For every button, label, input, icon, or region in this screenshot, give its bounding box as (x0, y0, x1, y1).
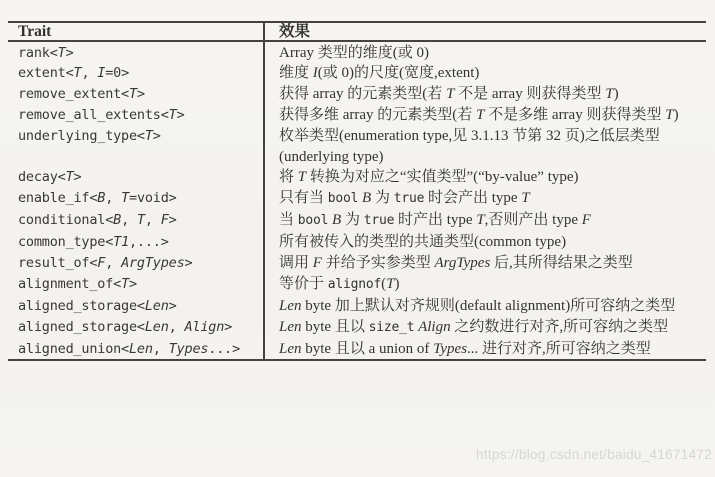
table-row (8, 232, 706, 253)
effect-cell: 只有当 bool B 为 true 时会产出 type T (279, 190, 530, 207)
effect-cell: 枚举类型(enumeration type,见 3.1.13 节第 32 页)之低层类型(underlying type) (279, 128, 660, 165)
trait-cell: common_type<T1,...> (8, 232, 264, 253)
table-row (8, 253, 706, 274)
trait-cell: conditional<B, T, F> (8, 210, 264, 232)
trait-cell: remove_extent<T> (8, 84, 264, 105)
table-row (8, 273, 706, 295)
trait-cell: decay<T> (8, 167, 264, 188)
table-row (8, 41, 706, 63)
column-header-trait: Trait (8, 22, 264, 41)
table-row (8, 295, 706, 316)
trait-cell: aligned_storage<Len> (8, 295, 264, 316)
watermark-url: https://blog.csdn.net/baidu_41671472 (476, 447, 712, 462)
effect-cell: Len byte 加上默认对齐规则(default alignment)所可容纳之类型 (279, 297, 676, 314)
trait-cell: extent<T, I=0> (8, 63, 264, 84)
trait-cell: aligned_union<Len, Types...> (8, 338, 264, 360)
column-header-effect: 效果 (264, 22, 706, 41)
trait-cell: underlying_type<T> (8, 126, 264, 167)
table-row (8, 210, 706, 232)
table-row (8, 316, 706, 338)
effect-cell: 将 T 转换为对应之“实值类型”(“by-value” type) (279, 169, 579, 186)
type-traits-table (8, 21, 706, 361)
effect-cell: 调用 F 并给予实参类型 ArgTypes 后,其所得结果之类型 (279, 255, 633, 272)
effect-cell: Len byte 且以 size_t Align 之约数进行对齐,所可容纳之类型 (279, 318, 669, 335)
effect-cell: Array 类型的维度(或 0) (279, 44, 429, 61)
effect-cell: 等价于 alignof(T) (279, 275, 400, 292)
table-body (8, 41, 706, 360)
trait-cell: result_of<F, ArgTypes> (8, 253, 264, 274)
header-row (8, 22, 706, 41)
effect-cell: 所有被传入的类型的共通类型(common type) (279, 234, 567, 251)
trait-cell: alignment_of<T> (8, 273, 264, 295)
effect-cell: 获得 array 的元素类型(若 T 不是 array 则获得类型 T) (279, 86, 619, 103)
table-row (8, 188, 706, 210)
table-row (8, 84, 706, 105)
effect-cell: 获得多维 array 的元素类型(若 T 不是多维 array 则获得类型 T) (279, 107, 679, 124)
effect-cell: 当 bool B 为 true 时产出 type T,否则产出 type F (279, 212, 591, 229)
scanned-page (8, 21, 706, 361)
trait-cell: rank<T> (8, 41, 264, 63)
effect-cell: Len byte 且以 a union of Types... 进行对齐,所可容纳之类型 (279, 340, 651, 357)
trait-cell: remove_all_extents<T> (8, 105, 264, 126)
table-row (8, 167, 706, 188)
trait-cell: aligned_storage<Len, Align> (8, 316, 264, 338)
table-row (8, 63, 706, 84)
table-row (8, 338, 706, 360)
trait-cell: enable_if<B, T=void> (8, 188, 264, 210)
effect-cell: 维度 I(或 0)的尺度(宽度,extent) (279, 65, 480, 82)
table-row (8, 126, 706, 167)
table-row (8, 105, 706, 126)
